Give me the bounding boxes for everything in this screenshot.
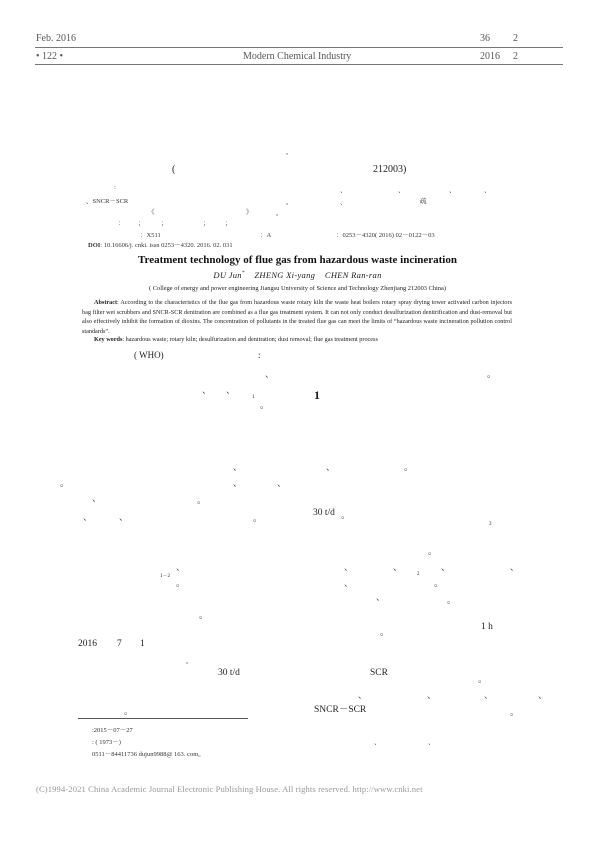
body-period-9: 。 [434,578,444,588]
body-comma-9: 、 [83,512,93,522]
body-comma-14: 、 [441,562,451,572]
author-1-mark: * [241,271,245,277]
body-period-6: 。 [253,513,263,523]
cn-comma-4: 、 [484,187,491,194]
body-comma-20: 、 [484,690,494,700]
cn-issn-line: ：0253－4320( 2016) 02－0122－03 [336,232,435,239]
cn-affiliation-open: ( [172,164,176,175]
body-year-2016: 2016 [78,639,97,649]
cn-keywords-colon: ： [118,220,125,227]
footnote-contact: 0511－84411736 dujun9988@ 163. com。 [92,751,205,758]
body-period-8: 。 [176,578,186,588]
body-period-13: 。 [186,658,193,665]
body-comma-6: 、 [233,478,243,488]
body-who: ( WHO) [134,350,164,360]
cn-semicolon-4: ； [225,220,232,227]
body-comma-15: 、 [510,562,520,572]
footnote-rule [78,718,248,719]
body-period-3: 。 [404,462,414,472]
body-period-1: 。 [487,369,497,379]
body-month: 7 [117,639,122,649]
body-comma-11: 、 [176,562,186,572]
body-scr: SCR [370,668,388,678]
english-abstract [82,298,512,336]
body-period-15: 。 [510,707,520,717]
author-2: ZHENG Xi-yang [254,270,316,280]
body-period-11: 。 [199,610,209,620]
keywords-text: : hazardous waste; rotary kiln; desulfurization and denitration; dust removal; flue gas treatment process [122,336,378,343]
cn-clc-number: ：X511 [140,232,161,239]
cn-abstract-colon: : [114,184,116,191]
english-authors [0,270,595,280]
body-comma-16: 、 [344,578,354,588]
header-issue-number: 2 [513,51,518,62]
body-comma-19: 、 [427,690,437,700]
doi-line [88,240,233,249]
body-capacity-1-period: 。 [341,510,351,520]
header-year: 2016 [480,51,500,62]
body-capacity-2: 30 t/d [218,668,240,678]
body-period-4: 。 [60,478,70,488]
body-comma-18: 、 [358,690,368,700]
body-ref-2: 2 [417,572,420,577]
cn-semicolon-3: ； [203,220,210,227]
english-keywords [82,335,512,345]
body-comma-1: 、 [265,369,275,379]
cn-title-dot: 。 [286,149,293,156]
body-comma-21: 、 [538,690,548,700]
body-who-colon: : [258,350,261,360]
english-affiliation: ( College of energy and power engineering Jiangsu University of Science and Technology Zhenjiang 212003 China) [149,285,446,292]
body-comma-5: 、 [326,462,336,472]
body-comma-4: 、 [233,462,243,472]
keywords-label: Key words [94,336,123,343]
body-ref-3: 3 [489,522,492,527]
body-comma-3: 、 [226,385,236,395]
cn-sncr-scr: 、SNCR－SCR [86,198,129,205]
cn-comma-2: 、 [398,187,405,194]
cn-comma-5: 、 [340,199,347,206]
header-issue: 2 [513,33,518,44]
copyright-line: (C)1994-2021 China Academic Journal Electronic Publishing House. All rights reserved. http://www.cnki.net [36,784,423,794]
body-period-2: 。 [260,400,270,410]
header-journal-name: Modern Chemical Industry [243,51,352,62]
body-scr-period: 。 [478,674,488,684]
cn-comma-1: 、 [340,187,347,194]
cn-comma-3: 、 [449,187,456,194]
body-comma-2: 、 [202,385,212,395]
author-3: CHEN Ran-ran [324,270,382,280]
body-comma-7: 、 [277,478,287,488]
cn-bracket-open: 《 [148,209,155,216]
abstract-text: : According to the characteristics of the flue gas from hazardous waste rotary kiln the waste heat boilers rotary spray drying tower activated carbon injectors bag filter wet scrubbers and SNCR-SCR denitration are combined as a flue gas treatment system. It can not only conduct desulfurization denitrification and dust-removal but also effectively inhibit the formation of dioxins. The concentration of pollutants in the treated flue gas can meet the limits of “hazardous waste incineration pollution control standards”. [82,299,512,335]
body-hour: 1 h [481,622,493,632]
cn-document-code: ：A [260,232,272,239]
body-period-5: 。 [197,495,207,505]
header-rule-bottom [35,64,563,65]
body-day: 1 [140,639,145,649]
footnote-comma-2: 、 [428,739,435,746]
header-date: Feb. 2016 [36,33,76,44]
body-period-14: 。 [124,706,134,716]
body-comma-13: 、 [393,562,403,572]
body-comma-8: 、 [92,493,102,503]
header-volume: 36 [480,33,490,44]
body-period-12: 。 [380,627,390,637]
footnote-comma-1: 、 [374,739,381,746]
header-rule-top [35,47,563,48]
body-comma-12: 、 [344,562,354,572]
header-page-number: • 122 • [36,51,64,62]
doi-label: DOI [88,242,101,249]
cn-semicolon-1: ； [138,220,145,227]
body-ref-1-2: 1－2 [160,574,171,579]
body-sncr-scr: SNCR－SCR [314,705,367,715]
cn-bracket-close: 》 [246,209,253,216]
cn-affiliation-postcode: 212003) [373,164,407,175]
doi-value: : 10.16606/j. cnki. issn 0253－4320. 2016. 02. 031 [100,242,233,249]
cn-period-2: 。 [276,210,283,217]
body-comma-10: 、 [119,512,129,522]
author-1: DU Jun [213,270,242,280]
body-ref-1: 1 [252,395,255,400]
section-heading-1: 1 [314,388,320,402]
cn-semicolon-2: ； [161,220,168,227]
cn-period-1: 。 [286,199,293,206]
footnote-received-date: :2015－07－27 [92,727,133,734]
body-period-10: 。 [447,595,457,605]
abstract-label: Abstract [94,299,118,306]
body-comma-17: 、 [376,592,386,602]
footnote-author-bio: : ( 1973－) [92,739,121,746]
body-capacity-1: 30 t/d [313,508,335,518]
body-period-7: 。 [428,546,438,556]
english-title: Treatment technology of flue gas from hazardous waste incineration [138,254,457,266]
cn-char: 疏 [420,198,427,205]
